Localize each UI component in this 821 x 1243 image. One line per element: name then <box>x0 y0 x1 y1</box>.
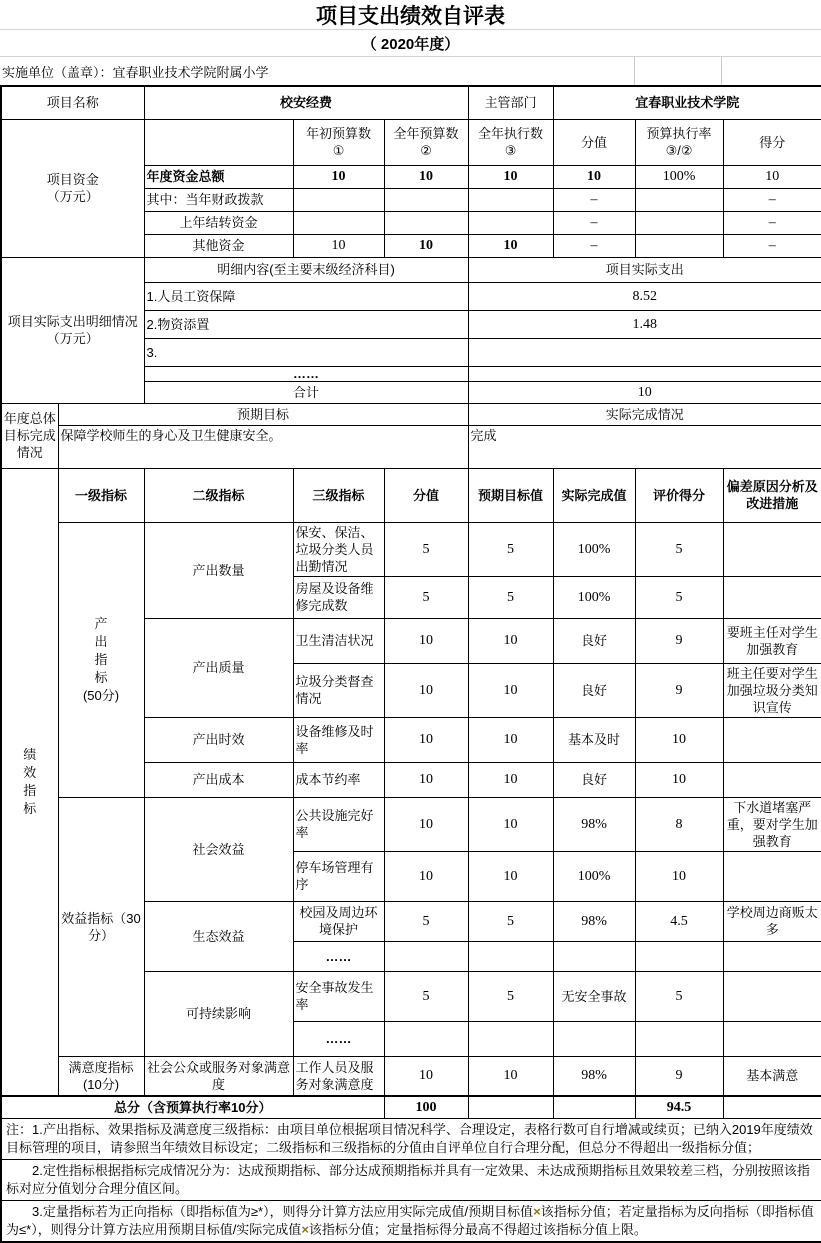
implementing-unit-label: 实施单位（盖章）：宜春职业技术学院附属小学 <box>2 64 269 80</box>
total-blank <box>723 1096 821 1118</box>
note-1: 注：1.产出指标、效果指标及满意度三级指标：由项目单位根据项目情况科学、合理设定，表格行数可自行增减或续页；已纳入2019年度绩效目标管理的项目，请参照当年绩效目标设定；二级指标和三级指标的分值由自评单位自行合理分配，但总分不得超出一级指标分值； <box>1 1118 821 1159</box>
level2-satisfaction-label: 社会公众或服务对象满意度 <box>144 1056 293 1096</box>
target-cell: 10 <box>468 618 553 663</box>
note-cell <box>723 851 821 901</box>
l3-cell: …… <box>293 941 384 971</box>
actual-cell: 100% <box>553 851 635 901</box>
note-3-part: 该指标分值；定量指标得分最高不得超过该指标分值上限。 <box>308 1221 647 1237</box>
indicator-col-actual: 实际完成值 <box>553 468 635 522</box>
target-cell: 10 <box>468 797 553 851</box>
target-cell: 5 <box>468 576 553 618</box>
score-cell: 10 <box>384 797 468 851</box>
goal-actual-value: 完成 <box>468 425 821 468</box>
target-cell: 10 <box>468 717 553 762</box>
eval-cell: 4.5 <box>635 901 723 941</box>
l3-cell: 安全事故发生率 <box>293 971 384 1021</box>
level1-satisfaction-label <box>58 1056 144 1096</box>
funding-section-label <box>1 119 144 257</box>
score-cell <box>384 941 468 971</box>
level1-benefit-label: 效益指标（30分） <box>58 797 144 1056</box>
note-3-part: 该指标分值；若定量指标为反向指标（即指标值为≤*），则得分计算方法应用预期目标值/实际完成值 <box>6 1203 814 1237</box>
detail-item-amount: 1.48 <box>468 310 821 338</box>
eval-cell: 9 <box>635 618 723 663</box>
actual-cell: 良好 <box>553 618 635 663</box>
funding-value: 10 <box>384 165 468 188</box>
note-cell: 下水道堵塞严重，要对学生加强教育 <box>723 797 821 851</box>
actual-cell: 98% <box>553 901 635 941</box>
eval-cell: 9 <box>635 1056 723 1096</box>
implementing-unit-row <box>0 57 821 85</box>
goal-actual-header: 实际完成情况 <box>468 403 821 425</box>
dept-value: 宜春职业技术学院 <box>553 86 821 119</box>
score-cell: 10 <box>384 717 468 762</box>
indicator-col-score: 分值 <box>384 468 468 522</box>
project-name-row <box>1 86 821 119</box>
score-cell: 5 <box>384 576 468 618</box>
eval-cell: 9 <box>635 663 723 717</box>
self-evaluation-table <box>0 85 821 1243</box>
funding-col-executed: 全年执行数 ③ <box>468 119 553 165</box>
eval-cell: 5 <box>635 522 723 576</box>
detail-item-name: 1.人员工资保障 <box>144 282 468 310</box>
note-cell <box>723 1021 821 1056</box>
level2-timeliness-label: 产出时效 <box>144 717 293 762</box>
multiply-sign: × <box>301 1221 309 1237</box>
project-name-value: 校安经费 <box>144 86 468 119</box>
indicator-row-satisfaction <box>1 1056 821 1096</box>
goal-expected-value: 保障学校师生的身心及卫生健康安全。 <box>58 425 468 468</box>
detail-col-content: 明细内容(至主要末级经济科目) <box>144 257 468 282</box>
note-cell <box>723 717 821 762</box>
eval-cell <box>635 1021 723 1056</box>
goal-expected-header: 预期目标 <box>58 403 468 425</box>
actual-cell: 100% <box>553 522 635 576</box>
score-cell: 10 <box>384 851 468 901</box>
level1-output-text: 产出指标 <box>94 616 108 685</box>
dept-label: 主管部门 <box>468 86 553 119</box>
note-3-part: 3.定量指标若为正向指标（即指标值为≥*），则得分计算方法应用实际完成值/预期目标值 <box>32 1203 534 1219</box>
detail-item-name: 3. <box>144 338 468 366</box>
funding-col-points: 得分 <box>723 119 821 165</box>
funding-row-label: 年度资金总额 <box>144 165 293 188</box>
funding-col-exec-rate: 预算执行率 ③/② <box>635 119 723 165</box>
detail-section-label <box>1 257 144 403</box>
indicator-col-eval: 评价得分 <box>635 468 723 522</box>
total-blank <box>553 1096 635 1118</box>
indicator-col-level3: 三级指标 <box>293 468 384 522</box>
funding-value <box>468 188 553 211</box>
actual-cell: 良好 <box>553 663 635 717</box>
score-cell: 10 <box>384 618 468 663</box>
goal-header-row <box>1 403 821 425</box>
funding-value: 10 <box>293 234 384 257</box>
funding-row-label: 其他资金 <box>144 234 293 257</box>
l3-cell: …… <box>293 1021 384 1056</box>
level2-quantity-label: 产出数量 <box>144 522 293 618</box>
score-cell <box>384 1021 468 1056</box>
note-cell: 班主任要对学生加强垃圾分类知识宣传 <box>723 663 821 717</box>
l3-cell: 房屋及设备维修完成数 <box>293 576 384 618</box>
indicator-section-label <box>1 468 58 1096</box>
eval-cell <box>635 941 723 971</box>
actual-cell: 基本及时 <box>553 717 635 762</box>
level2-quality-label: 产出质量 <box>144 618 293 717</box>
funding-row-label: 其中：当年财政拨款 <box>144 188 293 211</box>
l3-cell: 工作人员及服务对象满意度 <box>293 1056 384 1096</box>
level1-output-sub: (50分) <box>82 688 120 703</box>
funding-points: – <box>723 211 821 234</box>
detail-total-amount: 10 <box>468 381 821 403</box>
detail-section-label-line1: 项目实际支出明细情况 <box>7 314 138 329</box>
funding-value <box>293 211 384 234</box>
l3-cell: 保安、保洁、垃圾分类人员出勤情况 <box>293 522 384 576</box>
funding-rate <box>635 211 723 234</box>
level1-satisfaction-text: 满意度指标 <box>68 1059 134 1075</box>
note-cell <box>723 762 821 797</box>
eval-cell: 10 <box>635 851 723 901</box>
indicator-col-target: 预期目标值 <box>468 468 553 522</box>
target-cell: 5 <box>468 522 553 576</box>
target-cell: 5 <box>468 901 553 941</box>
level2-cost-label: 产出成本 <box>144 762 293 797</box>
goal-section-label: 年度总体目标完成情况 <box>1 403 58 468</box>
eval-cell: 5 <box>635 971 723 1021</box>
detail-col-amount: 项目实际支出 <box>468 257 821 282</box>
actual-cell <box>553 941 635 971</box>
funding-value <box>468 211 553 234</box>
gridline-cell <box>721 57 819 85</box>
eval-cell: 10 <box>635 717 723 762</box>
score-cell: 10 <box>384 762 468 797</box>
indicator-row <box>1 797 821 851</box>
indicator-header-row <box>1 468 821 522</box>
indicator-col-level1: 一级指标 <box>58 468 144 522</box>
total-blank <box>468 1096 553 1118</box>
l3-cell: 卫生清洁状况 <box>293 618 384 663</box>
l3-cell: 停车场管理有序 <box>293 851 384 901</box>
funding-value: 10 <box>468 165 553 188</box>
funding-value <box>384 188 468 211</box>
target-cell: 10 <box>468 1056 553 1096</box>
funding-section-label-line1: 项目资金 <box>46 172 99 187</box>
detail-item-amount <box>468 338 821 366</box>
eval-cell: 10 <box>635 762 723 797</box>
funding-rate: 100% <box>635 165 723 188</box>
l3-cell: 校园及周边环境保护 <box>293 901 384 941</box>
funding-value: 10 <box>468 234 553 257</box>
funding-score: – <box>553 211 635 234</box>
target-cell <box>468 1021 553 1056</box>
funding-value: 10 <box>384 234 468 257</box>
detail-total-label: 合计 <box>144 381 468 403</box>
score-cell: 5 <box>384 971 468 1021</box>
indicator-col-deviation: 偏差原因分析及改进措施 <box>723 468 821 522</box>
total-score: 100 <box>384 1096 468 1118</box>
actual-cell: 98% <box>553 797 635 851</box>
total-eval: 94.5 <box>635 1096 723 1118</box>
actual-cell: 良好 <box>553 762 635 797</box>
score-cell: 5 <box>384 901 468 941</box>
funding-points: – <box>723 188 821 211</box>
score-cell: 10 <box>384 663 468 717</box>
total-label: 总分（含预算执行率10分） <box>1 1096 384 1118</box>
l3-cell: 公共设施完好率 <box>293 797 384 851</box>
actual-cell: 无安全事故 <box>553 971 635 1021</box>
detail-item-amount: 8.52 <box>468 282 821 310</box>
detail-item-name: …… <box>144 366 468 381</box>
score-cell: 10 <box>384 1056 468 1096</box>
eval-cell: 8 <box>635 797 723 851</box>
project-name-label: 项目名称 <box>1 86 144 119</box>
funding-blank-cell <box>144 119 293 165</box>
score-cell: 5 <box>384 522 468 576</box>
level1-satisfaction-sub: (10分) <box>82 1076 120 1092</box>
indicator-col-level2: 二级指标 <box>144 468 293 522</box>
detail-item-amount <box>468 366 821 381</box>
funding-score: – <box>553 188 635 211</box>
target-cell: 5 <box>468 971 553 1021</box>
goal-content-row <box>1 425 821 468</box>
target-cell: 10 <box>468 851 553 901</box>
detail-section-label-line2: （万元） <box>46 331 99 346</box>
funding-col-score: 分值 <box>553 119 635 165</box>
actual-cell <box>553 1021 635 1056</box>
l3-cell: 垃圾分类督查情况 <box>293 663 384 717</box>
l3-cell: 成本节约率 <box>293 762 384 797</box>
page-title: 项目支出绩效自评表 <box>0 0 821 30</box>
indicator-row <box>1 522 821 576</box>
note-3 <box>1 1200 821 1242</box>
actual-cell: 98% <box>553 1056 635 1096</box>
note-cell: 要班主任对学生加强教育 <box>723 618 821 663</box>
funding-points: 10 <box>723 165 821 188</box>
funding-score: – <box>553 234 635 257</box>
funding-value: 10 <box>293 165 384 188</box>
multiply-sign: × <box>533 1203 541 1219</box>
target-cell: 10 <box>468 663 553 717</box>
note-row-1 <box>1 1118 821 1159</box>
note-cell: 基本满意 <box>723 1056 821 1096</box>
actual-cell: 100% <box>553 576 635 618</box>
note-2: 2.定性指标根据指标完成情况分为：达成预期指标、部分达成预期指标并具有一定效果、未达成预期指标且效果较差三档，分别按照该指标对应分值划分合理分值区间。 <box>1 1159 821 1200</box>
note-cell <box>723 971 821 1021</box>
funding-value <box>293 188 384 211</box>
funding-rate <box>635 234 723 257</box>
gridline-cell <box>634 57 721 85</box>
note-cell: 学校周边商贩太多 <box>723 901 821 941</box>
l3-cell: 设备维修及时率 <box>293 717 384 762</box>
level1-output-label <box>58 522 144 797</box>
note-cell <box>723 522 821 576</box>
total-row <box>1 1096 821 1118</box>
target-cell <box>468 941 553 971</box>
detail-header-row <box>1 257 821 282</box>
funding-section-label-line2: （万元） <box>46 189 99 204</box>
note-cell <box>723 576 821 618</box>
note-cell <box>723 941 821 971</box>
note-row-3 <box>1 1200 821 1242</box>
funding-header-row <box>1 119 821 165</box>
funding-row-label: 上年结转资金 <box>144 211 293 234</box>
funding-col-year-budget: 全年预算数 ② <box>384 119 468 165</box>
funding-col-initial-budget: 年初预算数 ① <box>293 119 384 165</box>
level2-sustain-label: 可持续影响 <box>144 971 293 1056</box>
level2-eco-label: 生态效益 <box>144 901 293 971</box>
eval-cell: 5 <box>635 576 723 618</box>
funding-score: 10 <box>553 165 635 188</box>
funding-points: – <box>723 234 821 257</box>
target-cell: 10 <box>468 762 553 797</box>
detail-item-name: 2.物资添置 <box>144 310 468 338</box>
page-year: （ 2020年度） <box>0 30 821 57</box>
funding-rate <box>635 188 723 211</box>
level2-social-label: 社会效益 <box>144 797 293 901</box>
funding-value <box>384 211 468 234</box>
indicator-section-label-text: 绩效指标 <box>23 746 37 816</box>
